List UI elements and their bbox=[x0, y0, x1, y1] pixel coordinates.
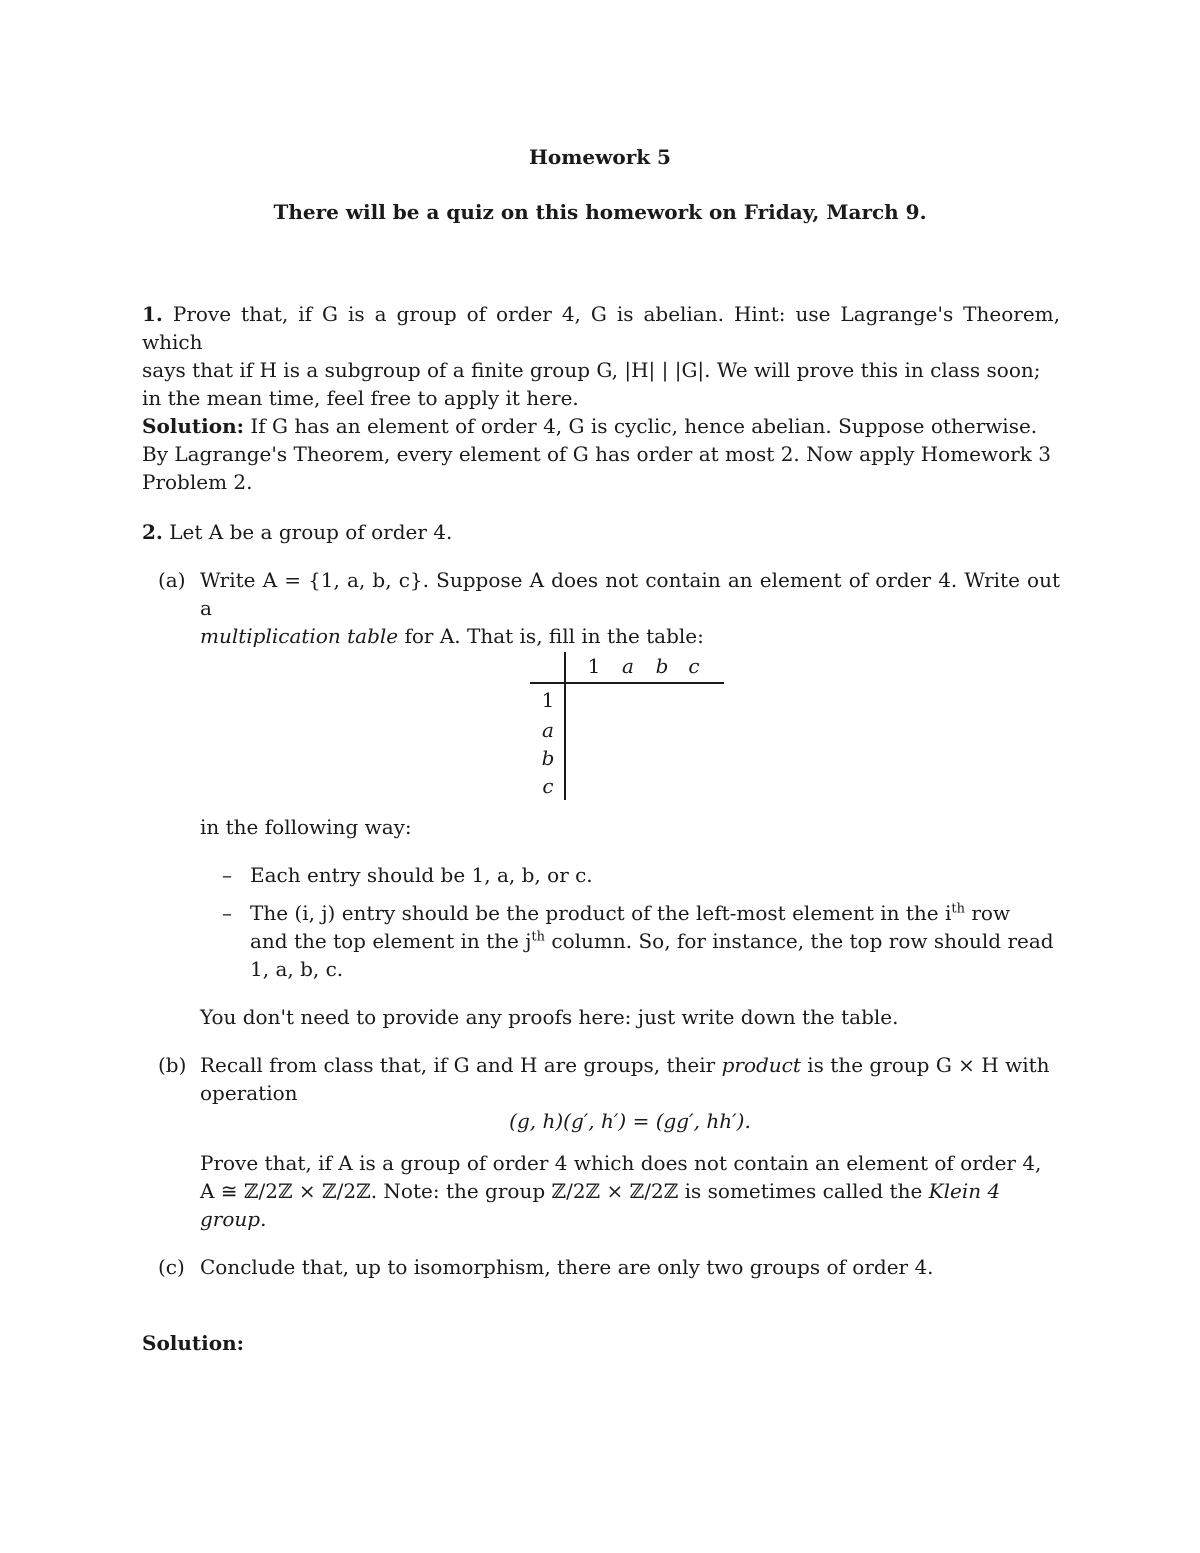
part-b-label: (b) bbox=[158, 1053, 187, 1077]
bullet-dash: – bbox=[222, 901, 232, 925]
bullet-2-text-1b: row bbox=[964, 901, 1011, 925]
multiplication-table bbox=[530, 650, 730, 802]
solution-1-text-2: By Lagrange's Theorem, every element of G has order at most 2. Now apply Homework 3 bbox=[142, 442, 1051, 466]
no-proof-note: You don't need to provide any proofs here: just write down the table. bbox=[200, 1005, 899, 1029]
bullet-2-text-2: and the top element in the j bbox=[250, 929, 532, 953]
part-a bbox=[200, 566, 1060, 650]
part-b-text-1: Recall from class that, if G and H are groups, their bbox=[200, 1053, 716, 1077]
bullet-2-text-3: 1, a, b, c. bbox=[250, 957, 344, 981]
part-b-text-1b: is the group G × H with bbox=[807, 1053, 1050, 1077]
page-title: Homework 5 bbox=[529, 145, 671, 169]
bullet-1: Each entry should be 1, a, b, or c. bbox=[250, 863, 593, 887]
quiz-notice: There will be a quiz on this homework on Friday, March 9. bbox=[273, 200, 927, 224]
bullet-2-text-2b: column. So, for instance, the top row should read bbox=[545, 929, 1054, 953]
solution-1 bbox=[142, 412, 1060, 496]
table-column-rule bbox=[564, 652, 566, 800]
bullet-2-text-1: The (i, j) entry should be the product of the left-most element in the i bbox=[250, 901, 952, 925]
klein-group-term: Klein 4 bbox=[928, 1179, 1001, 1203]
part-b-text-2: operation bbox=[200, 1081, 298, 1105]
problem-1-text-3: in the mean time, feel free to apply it here. bbox=[142, 386, 579, 410]
superscript-th: th bbox=[531, 929, 546, 945]
superscript-th: th bbox=[951, 901, 965, 917]
solution-1-text-3: Problem 2. bbox=[142, 470, 253, 494]
multiplication-table-term: multiplication table bbox=[200, 624, 399, 648]
problem-2-intro bbox=[142, 518, 1060, 546]
part-a-label: (a) bbox=[158, 568, 186, 592]
solution-2-label: Solution: bbox=[142, 1331, 245, 1355]
table-col-header: b bbox=[655, 654, 669, 678]
table-header-rule bbox=[530, 682, 724, 684]
problem-1-line-1 bbox=[142, 300, 1060, 356]
table-col-header: a bbox=[622, 654, 634, 678]
product-term: product bbox=[721, 1053, 801, 1077]
part-b bbox=[200, 1051, 1060, 1107]
product-formula: (g, h)(g′, h′) = (gg′, hh′). bbox=[509, 1109, 751, 1133]
solution-1-text-1: If G has an element of order 4, G is cyclic, hence abelian. Suppose otherwise. bbox=[250, 414, 1038, 438]
table-row-header: c bbox=[542, 774, 554, 798]
following-way-text: in the following way: bbox=[200, 815, 412, 839]
part-b-text-3: Prove that, if A is a group of order 4 which does not contain an element of order 4, bbox=[200, 1151, 1042, 1175]
problem-2-intro-text: Let A be a group of order 4. bbox=[169, 520, 453, 544]
table-row-header: a bbox=[542, 718, 554, 742]
part-a-text-1: Write A = {1, a, b, c}. Suppose A does not contain an element of order 4. Write out a bbox=[200, 568, 1060, 620]
bullet-2 bbox=[250, 899, 1060, 983]
part-c-label: (c) bbox=[158, 1255, 185, 1279]
table-row-header: 1 bbox=[541, 688, 555, 712]
problem-1-text-1: Prove that, if G is a group of order 4, G is abelian. Hint: use Lagrange's Theorem, which bbox=[142, 302, 1061, 354]
part-a-text-2: for A. That is, fill in the table: bbox=[404, 624, 704, 648]
table-col-header: c bbox=[688, 654, 700, 678]
part-b-continued bbox=[200, 1149, 1060, 1233]
solution-1-label: Solution: bbox=[142, 414, 245, 438]
problem-1-number: 1. bbox=[142, 302, 163, 326]
bullet-dash: – bbox=[222, 863, 232, 887]
table-col-header: 1 bbox=[587, 654, 601, 678]
part-c: Conclude that, up to isomorphism, there are only two groups of order 4. bbox=[200, 1255, 934, 1279]
problem-2-number: 2. bbox=[142, 520, 163, 544]
part-b-text-4: A ≅ ℤ/2ℤ × ℤ/2ℤ. Note: the group ℤ/2ℤ × ℤ/2ℤ is sometimes called the bbox=[200, 1179, 923, 1203]
table-row-header: b bbox=[541, 746, 555, 770]
problem-1 bbox=[142, 300, 1060, 412]
problem-1-text-2: says that if H is a subgroup of a finite group G, |H| | |G|. We will prove this in class soon; bbox=[142, 358, 1041, 382]
klein-group-term-end: group. bbox=[200, 1207, 267, 1231]
